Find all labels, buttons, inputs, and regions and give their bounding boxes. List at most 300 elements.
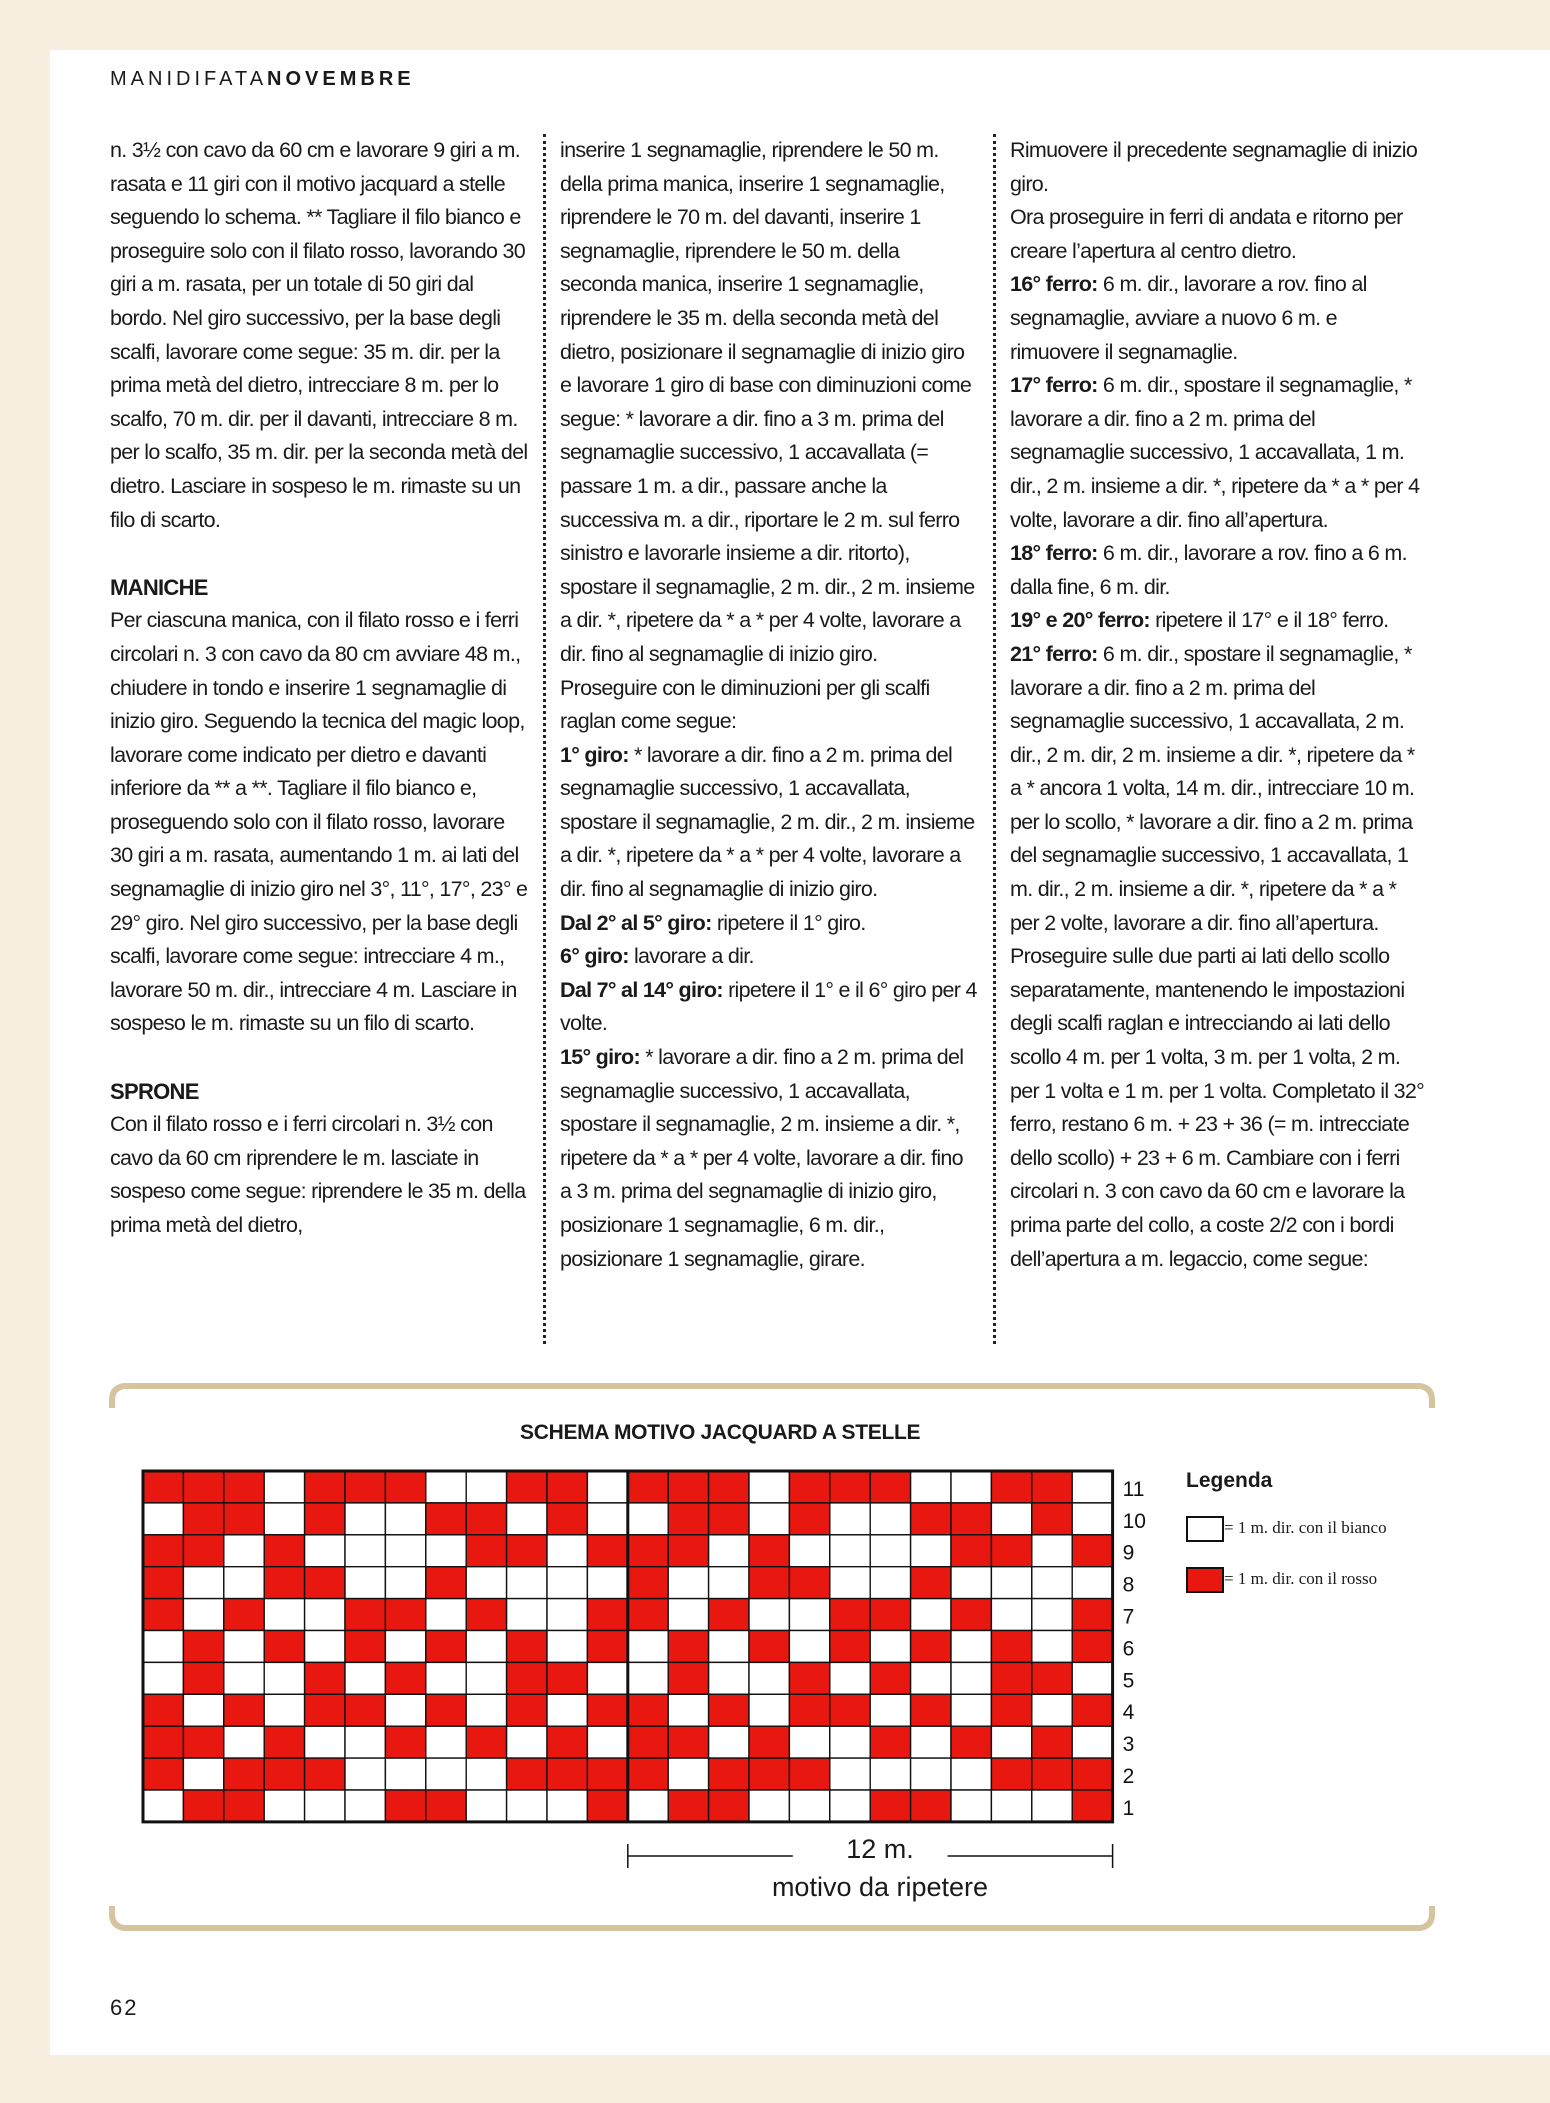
chart-cell [224,1758,264,1790]
chart-cell [224,1694,264,1726]
chart-cell [951,1662,991,1694]
chart-cell [1072,1758,1112,1790]
chart-cell [911,1726,951,1758]
chart-cell [1032,1535,1072,1567]
chart-cell [547,1790,587,1822]
chart-cell [345,1662,385,1694]
chart-cell [385,1662,425,1694]
chart-cell [466,1599,506,1631]
legend-item-white [1186,1516,1387,1542]
chart-cell [426,1790,466,1822]
chart-cell [547,1631,587,1663]
chart-cell [870,1758,910,1790]
row-number: 2 [1122,1764,1135,1788]
paragraph-text: inserire 1 segnamaglie, riprendere le 50 m. della prima manica, inserire 1 segnamaglie, riprendere le 70 m. del davanti, inserire 1 segnamaglie, riprendere le 50 m. della seconda manica, inserire 1 segnamaglie, riprendere le 35 m. della seconda metà del dietro, posizionare il segnamaglie di inizio giro e lavorare 1 giro di base con diminuzioni come segue: * lavorare a dir. fino a 3 m. prima del segnamaglie successivo, 1 accavallata (= passare 1 m. a dir., passare anche la successiva m. a dir., riportare le 2 m. sul ferro sinistro e lavorarle insieme a dir. ritorto), spostare il segnamaglie, 2 m. dir., 2 m. insieme a dir. *, ripetere da * a * per 4 volte, lavorare a dir. fino al segnamaglie di inizio giro. [560,138,975,666]
chart-cell [911,1599,951,1631]
chart-cell [224,1790,264,1822]
legend-label-red: = 1 m. dir. con il rosso [1224,1568,1378,1588]
chart-cell [870,1726,910,1758]
chart-cell [224,1599,264,1631]
chart-cell [951,1694,991,1726]
row-number: 1 [1122,1796,1135,1820]
chart-cell [628,1471,668,1503]
chart-cell [385,1758,425,1790]
chart-cell [264,1503,304,1535]
chart-cell [991,1662,1031,1694]
legend-title: Legenda [1186,1469,1273,1492]
chart-cell [870,1535,910,1567]
chart-cell [426,1599,466,1631]
repeat-text: motivo da ripetere [771,1872,989,1902]
row-number: 9 [1122,1541,1135,1565]
chart-cell [911,1535,951,1567]
step-label: 21° ferro: [1010,641,1098,666]
chart-cell [143,1631,183,1663]
chart-cell [628,1599,668,1631]
chart-cell [183,1758,223,1790]
chart-cell [789,1662,829,1694]
paragraph-text: ripetere il 1° giro. [711,910,866,935]
chart-cell [830,1726,870,1758]
chart-cell [305,1758,345,1790]
chart-cell [951,1758,991,1790]
chart-cell [385,1599,425,1631]
chart-cell [305,1694,345,1726]
chart-cell [587,1503,627,1535]
chart-cell [305,1631,345,1663]
chart-cell [870,1471,910,1503]
chart-cell [466,1726,506,1758]
chart-cell [709,1694,749,1726]
chart-cell [466,1631,506,1663]
chart-cell [587,1599,627,1631]
chart-cell [749,1567,789,1599]
chart-cell [587,1726,627,1758]
chart-cell [305,1567,345,1599]
chart-cell [305,1503,345,1535]
chart-cell [587,1471,627,1503]
chart-cell [547,1599,587,1631]
step-label: Dal 7° al 14° giro: [560,977,723,1002]
chart-cell [668,1790,708,1822]
step-label: 6° giro: [560,944,629,969]
chart-cell [709,1471,749,1503]
chart-cell [264,1471,304,1503]
chart-cell [224,1662,264,1694]
chart-cell [183,1599,223,1631]
chart-cell [1072,1567,1112,1599]
paragraph-text: n. 3½ con cavo da 60 cm e lavorare 9 giri a m. rasata e 11 giri con il motivo jacquard a stelle seguendo lo schema. ** Tagliare il filo bianco e proseguire solo con il filato rosso, lavorando 30 giri a m. rasata, per un totale di 50 giri dal bordo. Nel giro successivo, per la base degli scalfi, lavorare come segue: 35 m. dir. per la prima metà del dietro, intrecciare 8 m. per lo scalfo, 70 m. dir. per il davanti, intrecciare 8 m. per lo scalfo, 35 m. dir. per la seconda metà del dietro. Lasciare in sospeso le m. rimaste su un filo di scarto. [110,138,528,532]
chart-cell [709,1631,749,1663]
chart-cell [628,1567,668,1599]
chart-cell [143,1535,183,1567]
chart-cell [426,1662,466,1694]
chart-cell [749,1503,789,1535]
chart-cell [628,1790,668,1822]
step-label: 18° ferro: [1010,541,1098,566]
chart-cell [1072,1471,1112,1503]
chart-cell [1032,1567,1072,1599]
chart-cell [345,1503,385,1535]
chart-cell [911,1694,951,1726]
chart-cell [345,1631,385,1663]
row-number: 11 [1122,1477,1145,1501]
paragraph-text: 6 m. dir., lavorare a rov. fino a 6 m. dalla fine, 6 m. dir. [1010,541,1407,599]
chart-cell [385,1631,425,1663]
chart-cell [183,1535,223,1567]
chart-cell [385,1471,425,1503]
chart-cell [587,1694,627,1726]
chart-cell [628,1535,668,1567]
chart-cell [668,1694,708,1726]
chart-cell [1072,1535,1112,1567]
paragraph-text: ripetere il 1° e il 6° giro per 4 volte. [560,977,977,1036]
chart-cell [183,1662,223,1694]
chart-cell [264,1599,304,1631]
chart-cell [668,1726,708,1758]
chart-cell [870,1662,910,1694]
chart-cell [911,1790,951,1822]
row-number: 10 [1122,1509,1146,1533]
chart-cell [991,1694,1031,1726]
page-number: 62 [110,1995,139,2020]
step-label: 1° giro: [560,742,629,767]
chart-cell [628,1662,668,1694]
chart-cell [709,1599,749,1631]
chart-cell [830,1790,870,1822]
chart-cell [264,1758,304,1790]
chart-cell [385,1535,425,1567]
chart-cell [870,1599,910,1631]
chart-cell [143,1790,183,1822]
chart-cell [305,1471,345,1503]
chart-cell [143,1599,183,1631]
chart-cell [1032,1790,1072,1822]
chart-cell [224,1567,264,1599]
chart-cell [991,1503,1031,1535]
chart-cell [1032,1758,1072,1790]
chart-cell [870,1631,910,1663]
chart-cell [507,1726,547,1758]
chart-cell [507,1631,547,1663]
chart-cell [466,1694,506,1726]
chart-cell [709,1662,749,1694]
chart-cell [507,1567,547,1599]
paragraph-text: Proseguire con le diminuzioni per gli scalfi raglan come segue: [560,675,930,734]
section-heading: MANICHE [110,574,208,600]
chart-cell [587,1758,627,1790]
chart-cell [911,1758,951,1790]
chart-cell [628,1694,668,1726]
chart-cell [224,1471,264,1503]
chart-cell [749,1599,789,1631]
paragraph-text: 6 m. dir., spostare il segnamaglie, * lavorare a dir. fino a 2 m. prima del segnamaglie successivo, 1 accavallata, 2 m. dir., 2 m. dir, 2 m. insieme a dir. *, ripetere da * a * ancora 1 volta, 14 m. dir., intrecciare 10 m. per lo scollo, * lavorare a dir. fino a 2 m. prima del segnamaglie successivo, 1 accavallata, 1 m. dir., 2 m. insieme a dir. *, ripetere da * a * per 2 volte, lavorare a dir. fino all’apertura. Proseguire sulle due parti ai lati dello scollo separatamente, mantenendo le impostazioni degli scalfi raglan e intrecciando ai lati dello scollo 4 m. per 1 volta, 3 m. per 1 volta, 2 m. per 1 volta e 1 m. per 1 volta. Completato il 32° ferro, restano 6 m. + 23 + 36 (= m. intrecciate dello scollo) + 23 + 6 m. Cambiare con i ferri circolari n. 3 con cavo da 60 cm e lavorare la prima parte del collo, a coste 2/2 con i bordi dell’apertura a m. legaccio, come segue: [1010,641,1425,1271]
chart-cell [345,1790,385,1822]
legend-label-white: = 1 m. dir. con il bianco [1224,1517,1387,1537]
paragraph-text: * lavorare a dir. fino a 2 m. prima del segnamaglie successivo, 1 accavallata, spostare il segnamaglie, 2 m. dir., 2 m. insieme a dir. *, ripetere da * a * per 4 volte, lavorare a dir. fino al segnamaglie di inizio giro. [560,742,975,902]
chart-cell [789,1567,829,1599]
chart-cell [911,1503,951,1535]
chart-cell [789,1503,829,1535]
chart-cell [668,1631,708,1663]
chart-cell [183,1790,223,1822]
chart-cell [305,1662,345,1694]
chart-cell [749,1631,789,1663]
chart-cell [264,1535,304,1567]
chart-cell [709,1535,749,1567]
repeat-stitch-count: 12 m. [846,1834,914,1864]
chart-cell [426,1758,466,1790]
chart-cell [587,1567,627,1599]
chart-cell [1072,1599,1112,1631]
chart-cell [789,1726,829,1758]
chart-cell [426,1694,466,1726]
chart-cell [830,1535,870,1567]
chart-cell [385,1567,425,1599]
paragraph-text: lavorare a dir. [628,944,754,969]
chart-cell [143,1758,183,1790]
chart-cell [789,1694,829,1726]
step-label: Dal 2° al 5° giro: [560,910,712,935]
chart-cell [264,1662,304,1694]
chart-cell [668,1503,708,1535]
chart-cell [1072,1662,1112,1694]
chart-cell [385,1503,425,1535]
paragraph-text: * lavorare a dir. fino a 2 m. prima del segnamaglie successivo, 1 accavallata, spostare il segnamaglie, 2 m. insieme a dir. *, ripetere da * a * per 4 volte, lavorare a dir. fino a 3 m. prima del segnamaglie di inizio giro, posizionare 1 segnamaglie, 6 m. dir., posizionare 1 segnamaglie, girare. [560,1045,964,1271]
paragraph-text: Rimuovere il precedente segnamaglie di inizio giro. [1010,138,1418,196]
paragraph-text: Ora proseguire in ferri di andata e ritorno per creare l’apertura al centro dietro. [1010,205,1403,263]
chart-cell [1072,1503,1112,1535]
chart-cell [507,1662,547,1694]
chart-cell [183,1726,223,1758]
chart-cell [183,1567,223,1599]
chart-cell [951,1726,991,1758]
chart-cell [628,1503,668,1535]
chart-cell [547,1535,587,1567]
chart-cell [749,1726,789,1758]
chart-cell [668,1758,708,1790]
chart-cell [264,1567,304,1599]
chart-cell [305,1726,345,1758]
chart-cell [628,1758,668,1790]
row-number: 6 [1122,1637,1135,1661]
chart-cell [466,1758,506,1790]
chart-cell [426,1726,466,1758]
chart-cell [709,1567,749,1599]
chart-cell [224,1503,264,1535]
chart-cell [789,1471,829,1503]
chart-cell [385,1790,425,1822]
chart-cell [830,1503,870,1535]
chart-cell [749,1662,789,1694]
chart-cell [830,1694,870,1726]
chart-cell [183,1471,223,1503]
chart-cell [264,1631,304,1663]
chart-cell [830,1631,870,1663]
chart-cell [870,1790,910,1822]
chart-cell [709,1790,749,1822]
chart-cell [749,1535,789,1567]
paragraph-text: Con il filato rosso e i ferri circolari n. 3½ con cavo da 60 cm riprendere le m. lasciate in sospeso come segue: riprendere le 35 m. della prima metà del dietro, [110,1112,526,1237]
row-number: 5 [1122,1669,1135,1693]
chart-title: SCHEMA MOTIVO JACQUARD A STELLE [520,1421,921,1444]
chart-cell [991,1758,1031,1790]
chart-cell [709,1758,749,1790]
magazine-header: MANIDIFATANOVEMBRE [110,68,415,90]
chart-cell [345,1567,385,1599]
chart-cell [830,1758,870,1790]
chart-cell [143,1503,183,1535]
chart-cell [587,1535,627,1567]
chart-cell [264,1726,304,1758]
chart-cell [143,1471,183,1503]
chart-cell [951,1503,991,1535]
step-label: 16° ferro: [1010,272,1098,297]
chart-cell [830,1471,870,1503]
chart-cell [547,1694,587,1726]
chart-cell [587,1631,627,1663]
row-number: 3 [1122,1733,1135,1757]
chart-cell [345,1694,385,1726]
chart-cell [991,1535,1031,1567]
chart-cell [668,1471,708,1503]
row-number: 7 [1122,1605,1135,1629]
chart-cell [951,1599,991,1631]
chart-cell [507,1599,547,1631]
chart-cell [668,1535,708,1567]
chart-cell [1032,1631,1072,1663]
chart-cell [385,1694,425,1726]
chart-cell [345,1758,385,1790]
chart-cell [426,1535,466,1567]
chart-cell [991,1631,1031,1663]
chart-cell [547,1662,587,1694]
chart-cell [1072,1726,1112,1758]
chart-cell [991,1567,1031,1599]
chart-cell [668,1662,708,1694]
legend-swatch-red [1186,1567,1224,1593]
row-number: 4 [1122,1701,1135,1725]
chart-cell [709,1726,749,1758]
step-label: 19° e 20° ferro: [1010,608,1150,633]
chart-cell [547,1567,587,1599]
chart-cell [345,1471,385,1503]
chart-cell [1072,1631,1112,1663]
paragraph-text: Per ciascuna manica, con il filato rosso e i ferri circolari n. 3 con cavo da 80 cm avviare 48 m., chiudere in tondo e inserire 1 segnamaglie di inizio giro. Seguendo la tecnica del magic loop, lavorare come indicato per dietro e davanti inferiore da ** a **. Tagliare il filo bianco e, proseguendo solo con il filato rosso, lavorare 30 giri a m. rasata, aumentando 1 m. ai lati del segnamaglie di inizio giro nel 3°, 11°, 17°, 23° e 29° giro. Nel giro successivo, per la base degli scalfi, lavorare come segue: intrecciare 4 m., lavorare 50 m. dir., intrecciare 4 m. Lasciare in sospeso le m. rimaste su un filo di scarto. [110,608,528,1036]
chart-cell [264,1694,304,1726]
chart-cell [870,1694,910,1726]
chart-cell [264,1790,304,1822]
chart-cell [345,1599,385,1631]
chart-cell [789,1790,829,1822]
chart-cell [709,1503,749,1535]
chart-cell [1032,1503,1072,1535]
chart-cell [507,1503,547,1535]
chart-cell [224,1726,264,1758]
legend-item-red [1186,1567,1377,1593]
paragraph-text: 6 m. dir., lavorare a rov. fino al segnamaglie, avviare a nuovo 6 m. e rimuovere il segnamaglie. [1010,272,1367,364]
chart-cell [224,1535,264,1567]
chart-cell [143,1726,183,1758]
chart-cell [547,1471,587,1503]
chart-cell [143,1662,183,1694]
chart-cell [466,1567,506,1599]
chart-cell [466,1503,506,1535]
step-label: 17° ferro: [1010,373,1098,398]
chart-cell [991,1471,1031,1503]
chart-cell [951,1567,991,1599]
chart-cell [466,1790,506,1822]
chart-cell [143,1694,183,1726]
chart-cell [1032,1471,1072,1503]
chart-cell [911,1662,951,1694]
chart-cell [991,1790,1031,1822]
paragraph-text: 6 m. dir., spostare il segnamaglie, * lavorare a dir. fino a 2 m. prima del segnamaglie successivo, 1 accavallata, 1 m. dir., 2 m. insieme a dir. *, ripetere da * a * per 4 volte, lavorare a dir. fino all’apertura. [1010,373,1420,532]
chart-cell [507,1471,547,1503]
chart-cell [183,1631,223,1663]
chart-cell [789,1535,829,1567]
chart-cell [305,1535,345,1567]
repeat-caption [620,1830,1140,1906]
chart-cell [951,1471,991,1503]
chart-cell [1032,1599,1072,1631]
chart-cell [426,1567,466,1599]
chart-cell [426,1471,466,1503]
chart-cell [668,1599,708,1631]
chart-cell [830,1662,870,1694]
chart-cell [991,1599,1031,1631]
chart-cell [1032,1726,1072,1758]
chart-cell [628,1631,668,1663]
chart-cell [547,1758,587,1790]
chart-cell [466,1471,506,1503]
chart-cell [1072,1694,1112,1726]
chart-cell [507,1758,547,1790]
chart-cell [183,1503,223,1535]
chart-cell [305,1790,345,1822]
chart-cell [507,1535,547,1567]
chart-cell [668,1567,708,1599]
chart-cell [143,1567,183,1599]
chart-cell [870,1567,910,1599]
chart-cell [507,1694,547,1726]
paragraph-text: ripetere il 17° e il 18° ferro. [1149,608,1389,633]
chart-cell [749,1758,789,1790]
chart-cell [385,1726,425,1758]
chart-cell [587,1790,627,1822]
chart-cell [911,1471,951,1503]
chart-cell [587,1662,627,1694]
chart-cell [426,1631,466,1663]
chart-cell [749,1790,789,1822]
chart-cell [1032,1694,1072,1726]
chart-cell [345,1535,385,1567]
chart-cell [789,1631,829,1663]
chart-cell [1032,1662,1072,1694]
chart-cell [547,1503,587,1535]
chart-cell [426,1503,466,1535]
chart-cell [830,1599,870,1631]
chart-cell [547,1726,587,1758]
chart-cell [749,1694,789,1726]
step-label: 15° giro: [560,1045,640,1070]
chart-cell [183,1694,223,1726]
chart-cell [951,1790,991,1822]
chart-cell [507,1790,547,1822]
chart-cell [911,1567,951,1599]
chart-cell [830,1567,870,1599]
chart-cell [951,1631,991,1663]
